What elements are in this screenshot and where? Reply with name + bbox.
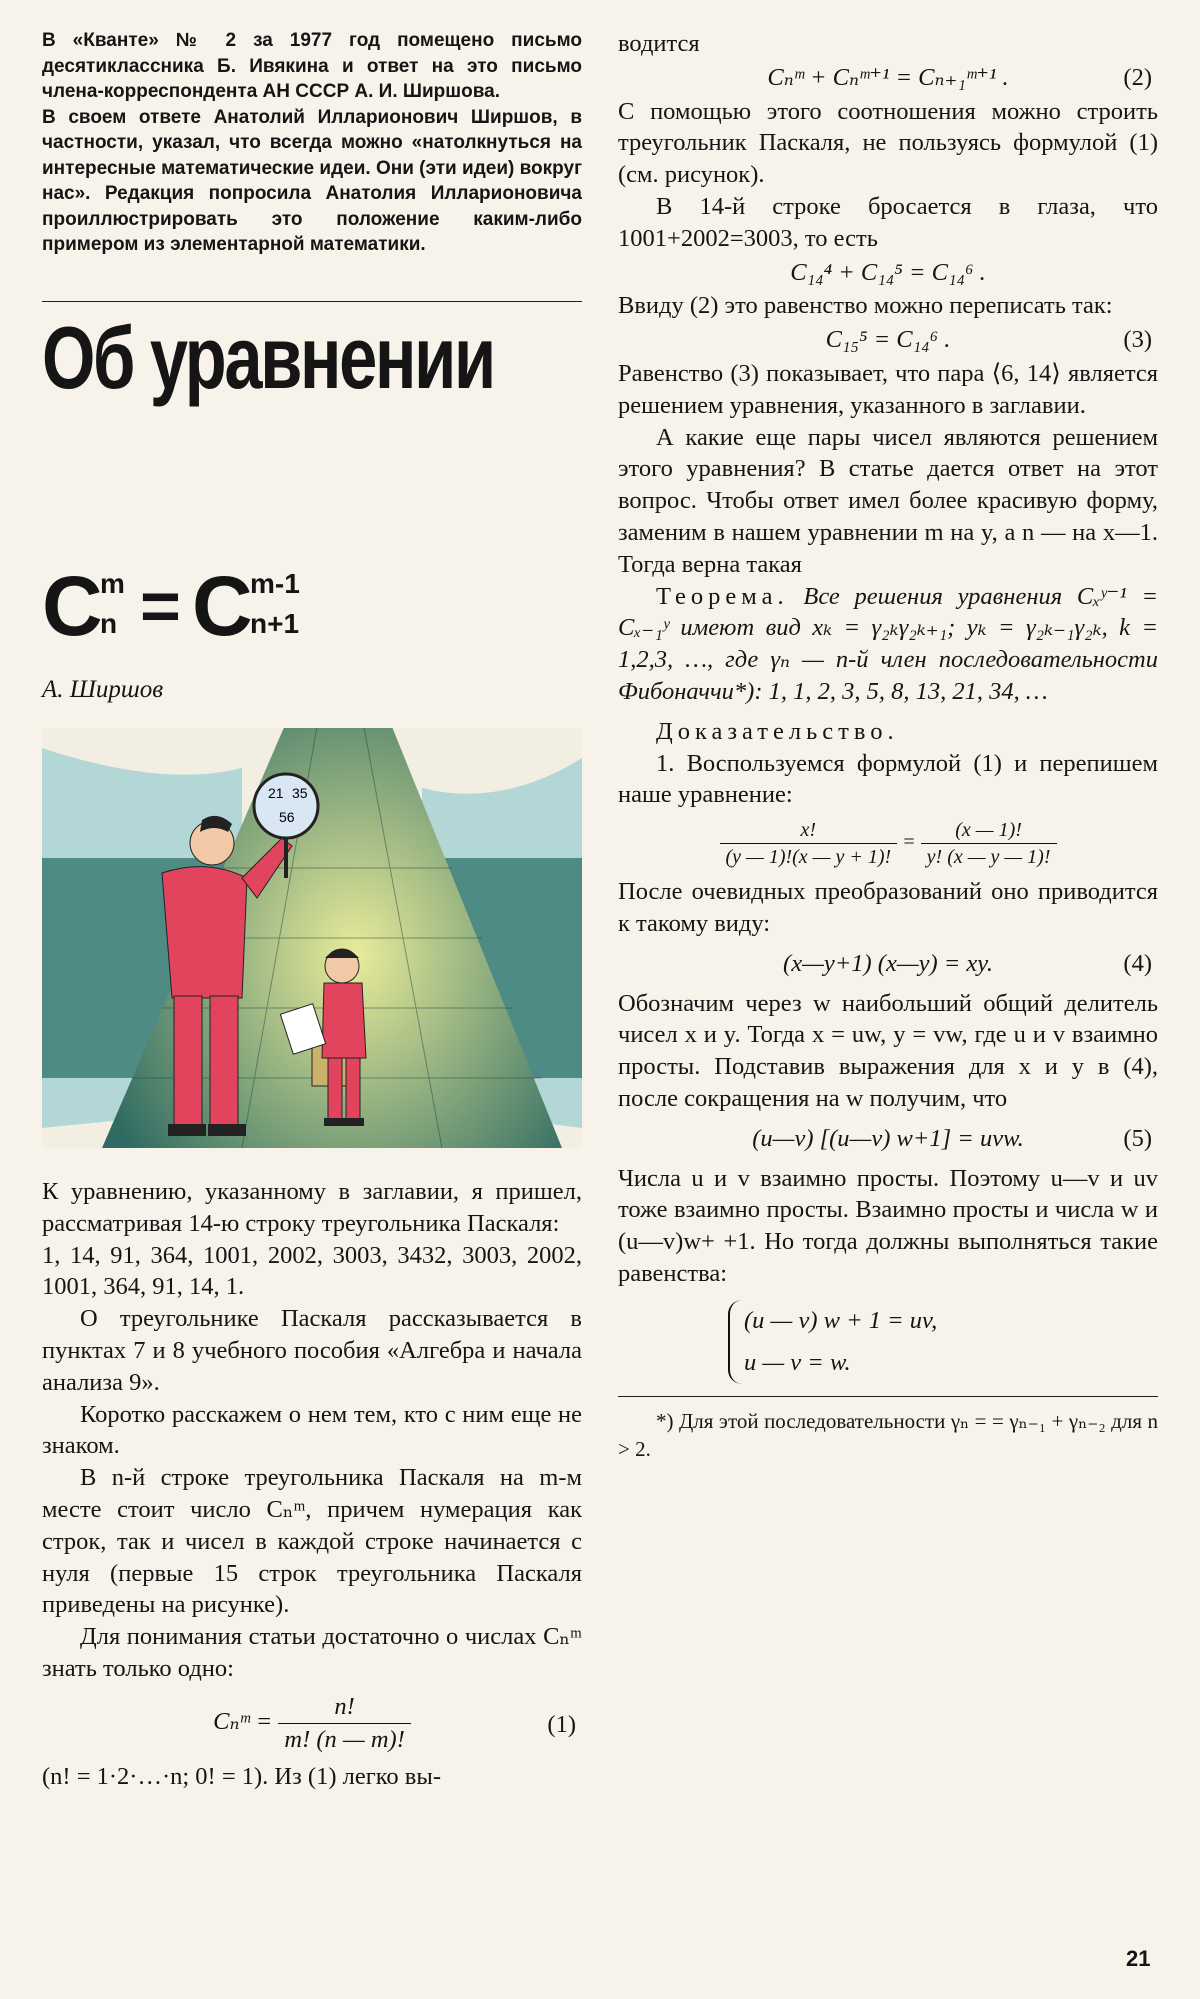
equation-1-lhs: Cₙᵐ =	[213, 1707, 273, 1735]
glass-number-3: 56	[279, 809, 295, 825]
title-formula-sup-right: m-1	[250, 568, 300, 599]
left-paragraph-1: К уравнению, указанному в заглавии, я пришел, рассматривая 14-ю строку треугольника Паскаля:	[42, 1178, 582, 1237]
title-formula	[42, 559, 362, 653]
equation-4-body: (x—y+1) (x—y) = xy.	[783, 949, 993, 977]
left-paragraph-5: Для понимания статьи достаточно о числах Cₙᵐ знать только одно:	[42, 1623, 582, 1682]
equation-4-number: (4)	[1123, 949, 1152, 977]
right-paragraph-2: В 14-й строке бросается в глаза, что 1001+2002=3003, то есть	[618, 192, 1158, 252]
system-brace	[728, 1300, 937, 1384]
title-formula-c-right: C	[192, 559, 253, 653]
right-paragraph-0: водится	[618, 30, 700, 57]
fraction-left-denominator: (y — 1)!(x — y + 1)!	[725, 846, 892, 869]
proof-label: Доказательство.	[656, 717, 899, 745]
glass-number-2: 35	[292, 785, 308, 801]
footnote: *) Для этой последовательности γₙ = = γₙ₋₁ + γₙ₋₂ для n > 2.	[618, 1408, 1158, 1461]
theorem-label: Теорема.	[656, 582, 789, 610]
title-formula-sub-right: n+1	[250, 608, 300, 639]
right-column	[618, 28, 1158, 1463]
title-formula-sup-left: m	[100, 568, 125, 599]
fraction-right	[921, 817, 1057, 870]
equation-system	[618, 1300, 1158, 1384]
fraction-right-denominator: y! (x — y — 1)!	[926, 846, 1051, 869]
title-formula-equals: =	[140, 567, 181, 645]
equation-fraction	[618, 817, 1158, 870]
left-paragraph-2: О треугольнике Паскаля рассказывается в пунктах 7 и 8 учебного пособия «Алгебра и начала анализа 9».	[42, 1305, 582, 1396]
right-paragraph-5: А какие еще пары чисел являются решением этого уравнения? В статье дается ответ на этот вопрос. Чтобы ответ имел более красивую форму, заменим в нашем уравнении m на y, а n — на x—1. Тогда верна такая	[618, 423, 1158, 578]
intro-paragraph-1: В «Кванте» № 2 за 1977 год помещено письмо десятиклассника Б. Ивякина и ответ на это письмо члена-корреспондента АН СССР А. И. Ширшова.	[42, 30, 582, 102]
equation-1-numerator: n!	[278, 1691, 410, 1724]
right-paragraph-8: Обозначим через w наибольший общий делитель чисел x и y. Тогда x = uw, y = vw, где u и v взаимно просты. Подставив выражения для x и y в (4), после сокращения на w получим, что	[618, 989, 1158, 1112]
fraction-left-numerator: x!	[720, 817, 898, 844]
row-14-values: 1, 14, 91, 364, 1001, 2002, 3003, 3432, 3003, 2002, 1001, 364, 91, 14, 1.	[42, 1241, 582, 1301]
left-body-text	[42, 1176, 582, 1793]
equation-middle	[618, 257, 1158, 289]
right-paragraph-4: Равенство (3) показывает, что пара ⟨6, 14⟩ является решением уравнения, указанного в заглавии.	[618, 359, 1158, 419]
title-formula-c-left: C	[42, 559, 103, 653]
equation-1-denominator: m! (n — m)!	[284, 1725, 405, 1753]
system-line-1: (u — v) w + 1 = uv,	[744, 1306, 938, 1334]
equation-5	[618, 1123, 1158, 1155]
left-paragraph-3: Коротко расскажем о нем тем, кто с ним еще не знаком.	[42, 1400, 582, 1460]
right-paragraph-6: 1. Воспользуемся формулой (1) и перепишем наше уравнение:	[618, 749, 1158, 809]
intro-note	[42, 28, 582, 258]
fraction-right-numerator: (x — 1)!	[921, 817, 1057, 844]
equation-2	[618, 62, 1158, 94]
fraction-equals: =	[902, 831, 916, 854]
equation-5-number: (5)	[1123, 1124, 1152, 1152]
left-column	[42, 28, 582, 1791]
equation-4	[618, 948, 1158, 980]
system-line-2: u — v = w.	[744, 1348, 851, 1376]
right-paragraph-9: Числа u и v взаимно просты. Поэтому u—v и uv тоже взаимно просты. Взаимно просты и числа w и (u—v)w+ +1. Но тогда должны выполняться такие равенства:	[618, 1164, 1158, 1287]
left-paragraph-6: (n! = 1·2·…·n; 0! = 1). Из (1) легко вы-	[42, 1763, 441, 1791]
right-paragraph-7: После очевидных преобразований оно приводится к такому виду:	[618, 878, 1158, 937]
equation-3	[618, 324, 1158, 356]
equation-middle-body: C₁₄⁴ + C₁₄⁵ = C₁₄⁶ .	[790, 258, 986, 286]
right-paragraph-3: Ввиду (2) это равенство можно переписать так:	[618, 292, 1113, 320]
article-title: Об уравнении	[42, 307, 494, 407]
intro-paragraph-2: В своем ответе Анатолий Илларионович Ширшов, в частности, указал, что всегда можно «натолкнуться на интересные математические идеи. Они (эти идеи) вокруг нас». Редакция попросила Анатолия Илларионовича проиллюстрировать это положение каким-либо примером из элементарной математики.	[42, 106, 582, 255]
title-formula-sub-left: n	[100, 608, 118, 639]
divider	[42, 301, 582, 302]
right-paragraph-1: С помощью этого соотношения можно строить треугольник Паскаля, не пользуясь формулой (1) (см. рисунок).	[618, 97, 1158, 189]
equation-5-body: (u—v) [(u—v) w+1] = uvw.	[752, 1124, 1024, 1152]
pascal-triangle-illustration	[42, 728, 582, 1148]
equation-3-body: C₁₅⁵ = C₁₄⁶ .	[825, 326, 951, 354]
equation-1-number: (1)	[547, 1710, 576, 1738]
theorem-text: Все решения уравнения Cₓʸ⁻¹ = Cₓ₋₁ʸ имеют вид xₖ = γ₂ₖγ₂ₖ₊₁; yₖ = γ₂ₖ₋₁γ₂ₖ, k = 1,2,3, …, где γₙ — n-й член последовательности Фибоначчи*): 1, 1, 2, 3, 5, 8, 13, 21, 34, …	[618, 582, 1158, 705]
fraction-left	[720, 817, 898, 870]
equation-3-number: (3)	[1123, 326, 1152, 354]
equation-1-fraction	[278, 1691, 410, 1756]
page-number: 21	[1126, 1946, 1151, 1971]
equation-2-number: (2)	[1123, 63, 1152, 91]
equation-2-body: Cₙᵐ + Cₙᵐ⁺¹ = Cₙ₊₁ᵐ⁺¹ .	[767, 63, 1009, 91]
footnote-divider	[618, 1396, 1158, 1397]
equation-1	[42, 1691, 582, 1756]
glass-number-1: 21	[268, 785, 284, 801]
left-paragraph-4: В n-й строке треугольника Паскаля на m-м месте стоит число Cₙᵐ, причем нумерация как строк, так и чисел в каждой строке начинается с нуля (первые 15 строк треугольника Паскаля приведены на рисунке).	[42, 1464, 582, 1619]
author: А. Ширшов	[42, 676, 164, 703]
theorem	[618, 581, 1158, 708]
